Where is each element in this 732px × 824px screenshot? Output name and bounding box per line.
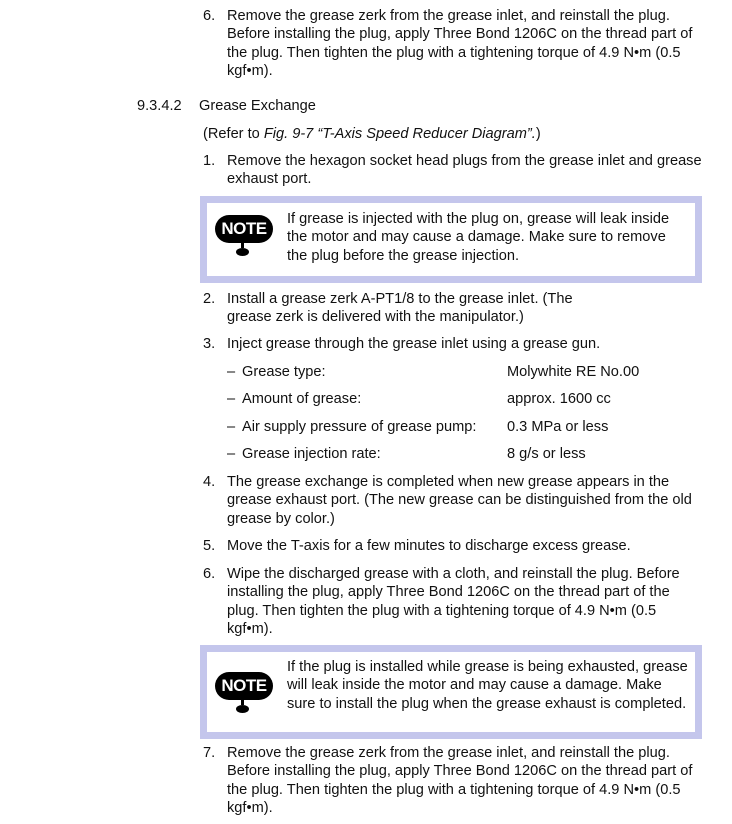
- spec-item: – Grease type:: [227, 364, 326, 380]
- spec-label: Amount of grease:: [242, 391, 362, 407]
- note-box: [200, 645, 702, 739]
- spec-value: approx. 1600 cc: [507, 391, 611, 407]
- section-number: 9.3.4.2: [137, 98, 182, 114]
- spec-value: 0.3 MPa or less: [507, 419, 609, 435]
- step-number: 3.: [203, 336, 216, 352]
- step-text: Remove the hexagon socket head plugs from the grease inlet and grease exhaust port.: [227, 153, 702, 188]
- step-text: Install a grease zerk A-PT1/8 to the grease inlet. (The grease zerk is delivered with the manipulator.): [227, 291, 573, 326]
- spec-value: 8 g/s or less: [507, 446, 586, 462]
- reference-prefix: (Refer to: [203, 126, 264, 142]
- note-icon-label: NOTE: [215, 215, 273, 243]
- note-box: [200, 196, 702, 283]
- figure-link[interactable]: Fig. 9-7 “T-Axis Speed Reducer Diagram”.: [263, 126, 536, 142]
- spec-label: Grease injection rate:: [242, 446, 381, 462]
- spec-item: – Amount of grease:: [227, 391, 362, 407]
- step-item: [203, 335, 703, 353]
- reference-suffix: ): [535, 126, 541, 142]
- step-number: 7.: [203, 745, 216, 761]
- note-icon-label: NOTE: [215, 672, 273, 700]
- step-text: Remove the grease zerk from the grease inlet, and reinstall the plug. Before installing the plug, apply Three Bond 1206C on the thread part of the plug. Then tighten the plug with a tightening torque of 4.9 N•m (0.5 kgf•m).: [227, 8, 693, 80]
- step-item: [203, 473, 703, 528]
- spec-item: – Grease injection rate:: [227, 446, 381, 462]
- step-text: Wipe the discharged grease with a cloth, and reinstall the plug. Before installing the plug, apply Three Bond 1206C on the thread part of the plug. Then tighten the plug with a tightening torque of 4.9 N•m (0.5 kgf•m).: [227, 566, 680, 638]
- step-text: The grease exchange is completed when new grease appears in the grease exhaust port. (The new grease can be distinguished from the old grease by color.): [227, 474, 692, 527]
- step-text: Inject grease through the grease inlet using a grease gun.: [227, 336, 601, 352]
- spec-label: Air supply pressure of grease pump:: [242, 419, 477, 435]
- section-title: Grease Exchange: [199, 98, 316, 114]
- spec-item: – Air supply pressure of grease pump:: [227, 419, 477, 435]
- step-number: 2.: [203, 291, 216, 307]
- step-number: 5.: [203, 538, 216, 554]
- step-text: Remove the grease zerk from the grease inlet, and reinstall the plug. Before installing the plug, apply Three Bond 1206C on the thread part of the plug. Then tighten the plug with a tightening torque of 4.9 N•m (0.5 kgf•m).: [227, 745, 693, 817]
- step-item: [203, 565, 703, 639]
- step-item: [203, 537, 703, 555]
- note-icon: [215, 215, 275, 261]
- spec-value: Molywhite RE No.00: [507, 364, 640, 380]
- note-text: If the plug is installed while grease is being exhausted, grease will leak inside the motor and may cause a damage. Make sure to install the plug when the grease exhaust is completed.: [287, 659, 688, 712]
- spec-label: Grease type:: [242, 364, 326, 380]
- step-item: [203, 290, 703, 327]
- note-icon: [215, 672, 275, 718]
- step-item: [203, 7, 703, 81]
- figure-reference: [203, 125, 541, 143]
- step-number: 6.: [203, 566, 216, 582]
- step-number: 4.: [203, 474, 216, 490]
- step-number: 6.: [203, 8, 216, 24]
- step-item: [203, 744, 703, 818]
- section-heading: [137, 97, 316, 115]
- step-text: Move the T-axis for a few minutes to discharge excess grease.: [227, 538, 631, 554]
- note-text: If grease is injected with the plug on, grease will leak inside the motor and may cause a damage. Make sure to remove the plug before the grease injection.: [287, 211, 670, 264]
- step-number: 1.: [203, 153, 216, 169]
- step-item: [203, 152, 703, 189]
